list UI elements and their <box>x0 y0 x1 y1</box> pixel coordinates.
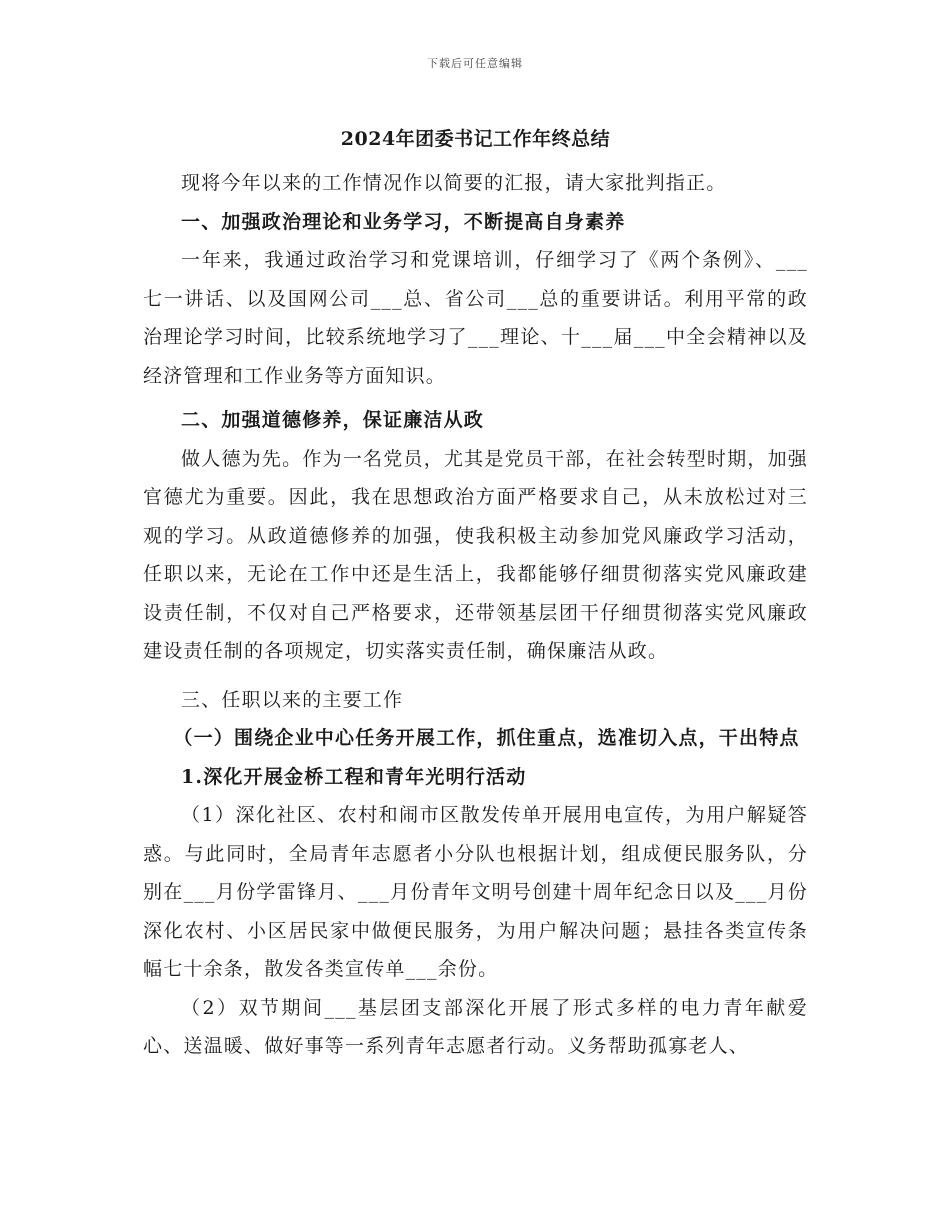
section-1-body: 一年来，我通过政治学习和党课培训，仔细学习了《两个条例》、___七一讲话、以及国网公司___总、省公司___总的重要讲话。利用平常的政治理论学习时间，比较系统地学习了___理论、十___届___中全会精神以及经济管理和工作业务等方面知识。 <box>143 249 808 387</box>
section-1-heading: 一、加强政治理论和业务学习，不断提高自身素养 <box>181 210 626 233</box>
section-3-paragraph-2: （2）双节期间___基层团支部深化开展了形式多样的电力青年献爱心、送温暖、做好事等一系列青年志愿者行动。义务帮助孤寡老人、 <box>143 996 808 1057</box>
section-2-heading: 二、加强道德修养，保证廉洁从政 <box>181 409 485 431</box>
section-3-paragraph-1: （1）深化社区、农村和闹市区散发传单开展用电宣传，为用户解疑答惑。与此同时，全局青年志愿者小分队也根据计划，组成便民服务队，分别在___月份学雷锋月、___月份青年文明号创建十周年纪念日以及___月份深化农村、小区居民家中做便民服务，为用户解决问题；悬挂各类宣传条幅七十余条，散发各类宣传单___余份。 <box>143 804 808 980</box>
document-page <box>143 118 808 1066</box>
section-3-item-1: 1.深化开展金桥工程和青年光明行活动 <box>181 765 527 788</box>
section-3-heading: 三、任职以来的主要工作 <box>181 688 404 711</box>
section-3-subheading-1: （一）围绕企业中心任务开展工作，抓住重点，选准切入点，干出特点 <box>173 727 800 749</box>
intro-paragraph: 现将今年以来的工作情况作以简要的汇报，请大家批判指正。 <box>181 172 727 194</box>
document-title: 2024年团委书记工作年终总结 <box>340 128 611 150</box>
section-2-body: 做人德为先。作为一名党员，尤其是党员干部，在社会转型时期，加强官德尤为重要。因此，我在思想政治方面严格要求自己，从未放松过对三观的学习。从政道德修养的加强，使我积极主动参加党风廉政学习活动，任职以来，无论在工作中还是生活上，我都能够仔细贯彻落实党风廉政建设责任制，不仅对自己严格要求，还带领基层团干仔细贯彻落实党风廉政建设责任制的各项规定，切实落实责任制，确保廉洁从政。 <box>143 447 808 662</box>
header-note: 下载后可任意编辑 <box>427 57 523 70</box>
